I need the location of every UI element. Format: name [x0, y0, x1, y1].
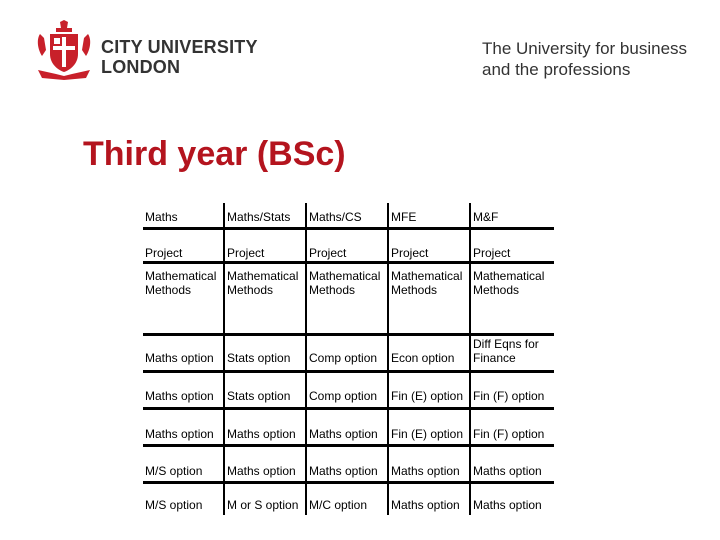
table-header-maths: Maths	[143, 203, 223, 227]
table-cell: Maths option	[225, 410, 305, 444]
table-cell: Maths option	[471, 447, 554, 481]
table-cell	[225, 336, 305, 370]
table-header-maths-stats: Maths/Stats	[225, 203, 305, 227]
university-name-line1: CITY UNIVERSITY	[101, 37, 258, 57]
table-cell: Project	[471, 230, 554, 261]
table-cell: M/S option	[143, 484, 223, 515]
table-cell	[143, 264, 223, 333]
cell-line: Methods	[309, 283, 356, 297]
cell-line: Methods	[145, 283, 192, 297]
cell-line: Stats option	[227, 351, 291, 365]
table-cell: Comp option	[307, 373, 387, 407]
table-header-maths-cs: Maths/CS	[307, 203, 387, 227]
table-header-m-and-f: M&F	[471, 203, 554, 227]
table-cell: Fin (E) option	[389, 410, 469, 444]
table-header-mfe: MFE	[389, 203, 469, 227]
cell-line: Methods	[391, 283, 438, 297]
cell-line: Mathematical	[309, 269, 381, 283]
table-cell	[307, 336, 387, 370]
cell-line: Econ option	[391, 351, 455, 365]
table-cell: Stats option	[225, 373, 305, 407]
table-cell: M/S option	[143, 447, 223, 481]
table-cell: Maths option	[389, 447, 469, 481]
cell-line: Methods	[473, 283, 520, 297]
cell-line: Mathematical	[227, 269, 299, 283]
table-cell: Maths option	[307, 447, 387, 481]
table-cell	[307, 264, 387, 333]
slide-title: Third year (BSc)	[83, 135, 346, 173]
cell-line: Comp option	[309, 351, 378, 365]
table-cell: Fin (F) option	[471, 373, 554, 407]
table-cell	[143, 336, 223, 370]
cell-line: Mathematical	[145, 269, 217, 283]
table-cell: M/C option	[307, 484, 387, 515]
table-cell: Maths option	[389, 484, 469, 515]
table-cell: Project	[143, 230, 223, 261]
cell-line: Mathematical	[391, 269, 463, 283]
table-cell	[471, 336, 554, 370]
table-cell: Project	[307, 230, 387, 261]
table-cell	[389, 336, 469, 370]
cell-line: Finance	[473, 351, 516, 365]
table-cell: Project	[225, 230, 305, 261]
university-tagline	[482, 38, 687, 80]
table-cell: Maths option	[307, 410, 387, 444]
cell-line: Mathematical	[473, 269, 545, 283]
coat-of-arms-icon	[36, 20, 92, 80]
table-cell	[389, 264, 469, 333]
table-cell: Fin (E) option	[389, 373, 469, 407]
university-name-line2: LONDON	[101, 57, 181, 77]
table-cell: Project	[389, 230, 469, 261]
cell-line: Diff Eqns for	[473, 337, 539, 351]
cell-line: Methods	[227, 283, 274, 297]
table-cell: Maths option	[143, 373, 223, 407]
tagline-line2: and the professions	[482, 60, 631, 79]
degree-table	[143, 203, 554, 515]
cell-line: Maths option	[145, 351, 214, 365]
table-cell: Maths option	[143, 410, 223, 444]
table-cell: Maths option	[471, 484, 554, 515]
table-cell: Maths option	[225, 447, 305, 481]
table-cell	[471, 264, 554, 333]
university-name	[101, 37, 258, 77]
tagline-line1: The University for business	[482, 39, 688, 58]
table-cell: M or S option	[225, 484, 305, 515]
table-cell	[225, 264, 305, 333]
table-cell: Fin (F) option	[471, 410, 554, 444]
